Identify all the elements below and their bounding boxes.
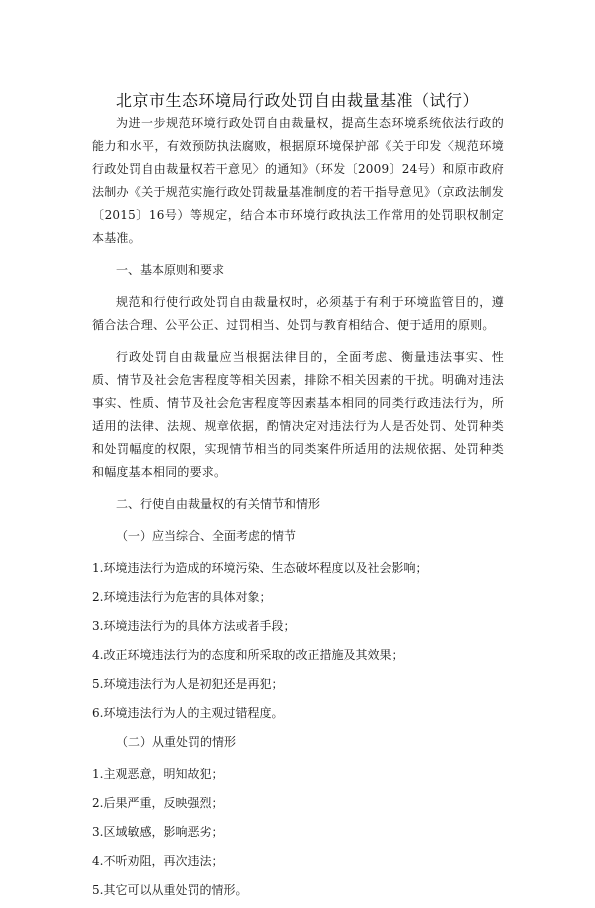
subsection2-heading: （二）从重处罚的情形 <box>116 735 237 749</box>
document-title: 北京市生态环境局行政处罚自由裁量基准（试行） <box>115 91 479 110</box>
list-item: 3.环境违法行为的具体方法或者手段； <box>92 619 296 633</box>
list-item: 1.主观恶意，明知故犯； <box>92 767 224 781</box>
list-item: 6.环境违法行为人的主观过错程度。 <box>92 706 284 720</box>
section2-heading: 二、行使自由裁量权的有关情节和情形 <box>116 497 321 511</box>
list-item: 5.环境违法行为人是初犯还是再犯； <box>92 677 284 691</box>
intro-paragraph: 为进一步规范环境行政处罚自由裁量权，提高生态环境系统依法行政的能力和水平，有效预防执法腐败，根据原环境保护部《关于印发〈规范环境行政处罚自由裁量权若干意见〉的通知》（环发〔2009〕24号）和原市政府法制办《关于规范实施行政处罚裁量基准制度的若干指导意见》（京政法制发〔2015〕16号）等规定，结合本市环境行政执法工作常用的处罚职权制定本基准。 <box>92 116 504 245</box>
list-item: 2.环境违法行为危害的具体对象； <box>92 590 272 604</box>
section1-paragraph-2: 行政处罚自由裁量应当根据法律目的，全面考虑、衡量违法事实、性质、情节及社会危害程度等相关因素，排除不相关因素的干扰。明确对违法事实、性质、情节及社会危害程度等因素基本相同的同类行政违法行为，所适用的法律、法规、规章依据，酌情决定对违法行为人是否处罚、处罚种类和处罚幅度的权限，实现情节相当的同类案件所适用的法规依据、处罚种类和幅度基本相同的要求。 <box>92 350 504 479</box>
list-item: 2.后果严重，反映强烈； <box>92 796 224 810</box>
document-body <box>92 112 504 908</box>
list-item: 1.环境违法行为造成的环境污染、生态破坏程度以及社会影响； <box>92 561 428 575</box>
list-item: 5.其它可以从重处罚的情形。 <box>92 883 248 897</box>
section1-paragraph-1: 规范和行使行政处罚自由裁量权时，必须基于有利于环境监管目的，遵循合法合理、公平公正、过罚相当、处罚与教育相结合、便于适用的原则。 <box>92 295 504 332</box>
list-item: 3.区域敏感，影响恶劣； <box>92 825 224 839</box>
section1-heading: 一、基本原则和要求 <box>116 263 225 277</box>
list-item: 4.改正环境违法行为的态度和所采取的改正措施及其效果； <box>92 648 404 662</box>
subsection1-heading: （一）应当综合、全面考虑的情节 <box>116 529 297 543</box>
list-item: 4.不听劝阻，再次违法； <box>92 854 224 868</box>
